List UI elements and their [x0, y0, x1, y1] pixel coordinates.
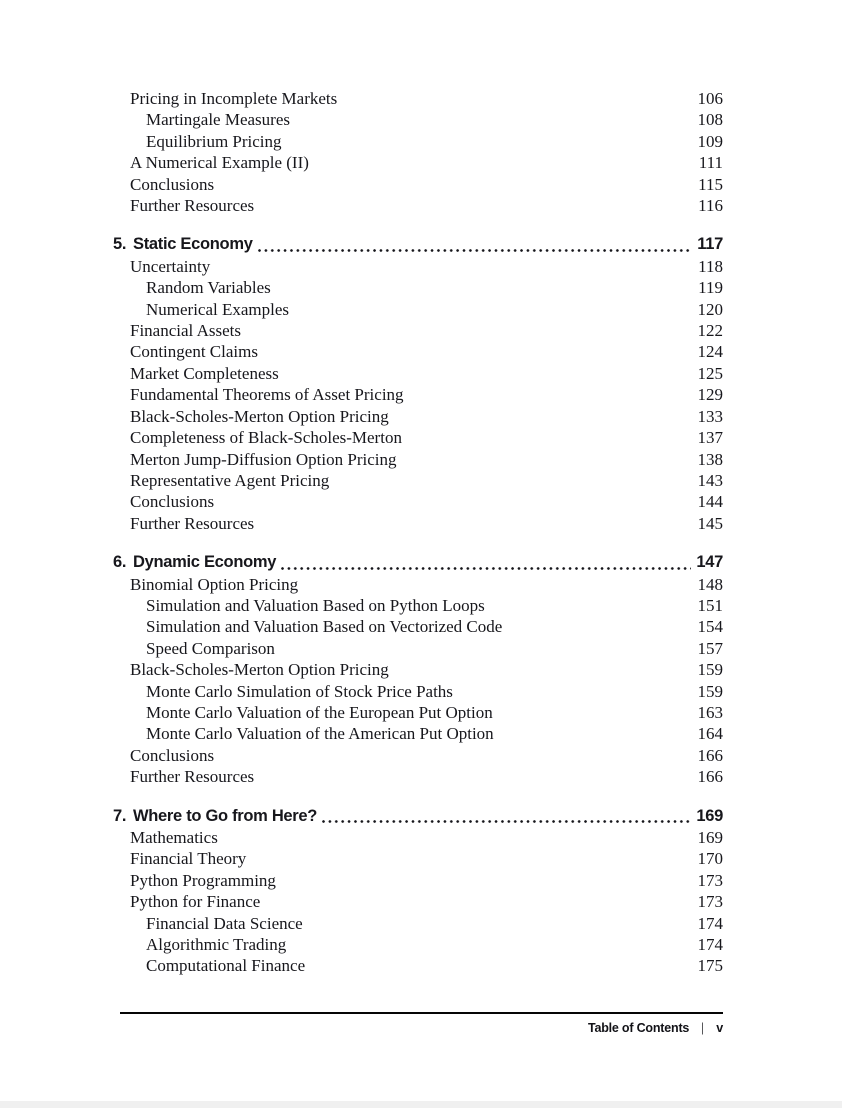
entry-title: Uncertainty: [130, 256, 211, 276]
entry-title: Algorithmic Trading: [146, 935, 287, 955]
entry-title: Monte Carlo Valuation of the American Put Option: [146, 724, 494, 744]
entry-title: Completeness of Black-Scholes-Merton: [130, 428, 402, 448]
toc-entry-row: [113, 174, 723, 195]
entry-title: Contingent Claims: [130, 342, 258, 362]
entry-title: Numerical Examples: [146, 299, 290, 319]
footer-separator: |: [701, 1021, 704, 1035]
dot-leader: [258, 249, 693, 252]
entry-title: Monte Carlo Valuation of the European Put Option: [146, 702, 493, 722]
entry-title: Fundamental Theorems of Asset Pricing: [130, 385, 404, 405]
entry-title: Python Programming: [130, 870, 276, 890]
entry-title: Conclusions: [130, 492, 215, 512]
footer-section-label: Table of Contents: [587, 1021, 690, 1035]
chapter-heading-row: [113, 806, 723, 827]
entry-title: A Numerical Example (II): [130, 153, 309, 173]
toc-entry-row: [113, 681, 723, 702]
chapter-number: 6.: [113, 553, 127, 572]
entry-page-number: 145: [697, 513, 723, 533]
entry-title: Conclusions: [130, 745, 215, 765]
chapter-number: 7.: [113, 806, 127, 825]
chapter-title: Static Economy: [133, 235, 253, 254]
entry-page-number: 115: [698, 174, 723, 194]
toc-entry-row: [113, 256, 723, 277]
toc-entry-row: [113, 406, 723, 427]
toc-entry-row: [113, 341, 723, 362]
entry-page-number: 144: [697, 492, 723, 512]
dot-leader: [322, 820, 691, 823]
chapter-title: Where to Go from Here?: [133, 806, 318, 825]
toc-entry-row: [113, 616, 723, 637]
entry-title: Simulation and Valuation Based on Python Loops: [146, 595, 485, 615]
chapter-page-number: 117: [697, 235, 723, 254]
entry-title: Further Resources: [130, 196, 255, 216]
entry-title: Pricing in Incomplete Markets: [130, 89, 338, 108]
entry-title: Black-Scholes-Merton Option Pricing: [130, 406, 389, 426]
footer-rule: [120, 1012, 723, 1014]
entry-page-number: 163: [697, 702, 723, 722]
entry-title: Python for Finance: [130, 892, 261, 912]
entry-title: Financial Assets: [130, 321, 241, 341]
toc-entry-row: [113, 766, 723, 787]
entry-title: Equilibrium Pricing: [146, 131, 282, 151]
entry-page-number: 120: [697, 299, 723, 319]
entry-page-number: 129: [697, 385, 723, 405]
toc-entry-row: [113, 955, 723, 976]
entry-page-number: 174: [697, 935, 723, 955]
entry-page-number: 175: [697, 956, 723, 976]
entry-page-number: 111: [698, 153, 723, 173]
toc-entry-row: [113, 723, 723, 744]
entry-title: Black-Scholes-Merton Option Pricing: [130, 660, 389, 680]
entry-title: Further Resources: [130, 767, 255, 787]
toc-entries-section: [113, 88, 723, 216]
toc-entry-row: [113, 384, 723, 405]
entry-page-number: 119: [698, 278, 723, 298]
entry-title: Computational Finance: [146, 956, 306, 976]
entry-page-number: 173: [697, 870, 723, 890]
toc-chapter-section: [113, 552, 723, 787]
entry-title: Martingale Measures: [146, 110, 290, 130]
toc-entry-row: [113, 320, 723, 341]
toc-entry-row: [113, 299, 723, 320]
toc-entry-row: [113, 152, 723, 173]
toc-entry-row: [113, 595, 723, 616]
chapter-heading-row: [113, 552, 723, 573]
entry-title: Market Completeness: [130, 363, 279, 383]
toc-entry-row: [113, 745, 723, 766]
entry-page-number: 109: [697, 131, 723, 151]
page-bottom-edge: [0, 1101, 842, 1108]
entry-page-number: 143: [697, 470, 723, 490]
entry-page-number: 148: [697, 574, 723, 594]
toc-chapter-section: [113, 234, 723, 534]
entry-page-number: 166: [697, 767, 723, 787]
toc-entry-row: [113, 195, 723, 216]
toc-entry-row: [113, 934, 723, 955]
toc-entry-row: [113, 659, 723, 680]
entry-title: Monte Carlo Simulation of Stock Price Paths: [146, 681, 453, 701]
entry-page-number: 173: [697, 892, 723, 912]
entry-page-number: 108: [697, 110, 723, 130]
entry-page-number: 164: [697, 724, 723, 744]
entry-title: Random Variables: [146, 278, 271, 298]
toc-entry-row: [113, 449, 723, 470]
entry-title: Representative Agent Pricing: [130, 470, 330, 490]
entry-page-number: 133: [697, 406, 723, 426]
toc-entry-row: [113, 827, 723, 848]
entry-page-number: 125: [697, 363, 723, 383]
toc-entry-row: [113, 277, 723, 298]
entry-page-number: 166: [697, 745, 723, 765]
entry-page-number: 151: [697, 595, 723, 615]
entry-page-number: 157: [697, 638, 723, 658]
toc-entry-row: [113, 913, 723, 934]
entry-page-number: 170: [697, 849, 723, 869]
entry-page-number: 137: [697, 428, 723, 448]
entry-page-number: 124: [697, 342, 723, 362]
toc-entry-row: [113, 427, 723, 448]
chapter-number: 5.: [113, 235, 127, 254]
footer-page-number: v: [716, 1021, 723, 1035]
toc-entry-row: [113, 891, 723, 912]
toc-entry-row: [113, 109, 723, 130]
entry-page-number: 159: [697, 660, 723, 680]
toc-entry-row: [113, 513, 723, 534]
toc-entry-row: [113, 848, 723, 869]
entry-title: Merton Jump-Diffusion Option Pricing: [130, 449, 397, 469]
entry-page-number: 174: [697, 913, 723, 933]
toc-entry-row: [113, 574, 723, 595]
entry-title: Speed Comparison: [146, 638, 275, 658]
entry-title: Conclusions: [130, 174, 215, 194]
chapter-title: Dynamic Economy: [133, 553, 277, 572]
toc-chapter-section: [113, 806, 723, 977]
toc-entry-row: [113, 638, 723, 659]
toc-entry-row: [113, 131, 723, 152]
entry-page-number: 122: [697, 321, 723, 341]
toc-entry-row: [113, 88, 723, 109]
toc-entry-row: [113, 470, 723, 491]
entry-page-number: 106: [697, 89, 723, 108]
entry-page-number: 169: [697, 828, 723, 847]
chapter-page-number: 169: [696, 806, 723, 825]
entry-title: Financial Theory: [130, 849, 247, 869]
entry-page-number: 116: [698, 196, 723, 216]
toc-entry-row: [113, 702, 723, 723]
chapter-heading-row: [113, 234, 723, 255]
page-footer: [113, 1021, 723, 1035]
table-of-contents: [113, 88, 723, 977]
entry-page-number: 118: [698, 256, 723, 276]
entry-page-number: 154: [697, 617, 723, 637]
entry-title: Financial Data Science: [146, 913, 303, 933]
toc-entry-row: [113, 870, 723, 891]
entry-title: Simulation and Valuation Based on Vectorized Code: [146, 617, 503, 637]
entry-title: Further Resources: [130, 513, 255, 533]
toc-entry-row: [113, 363, 723, 384]
entry-title: Binomial Option Pricing: [130, 574, 299, 594]
entry-page-number: 159: [697, 681, 723, 701]
entry-page-number: 138: [697, 449, 723, 469]
toc-entry-row: [113, 491, 723, 512]
chapter-page-number: 147: [696, 553, 723, 572]
entry-title: Mathematics: [130, 828, 218, 847]
dot-leader: [281, 567, 691, 570]
